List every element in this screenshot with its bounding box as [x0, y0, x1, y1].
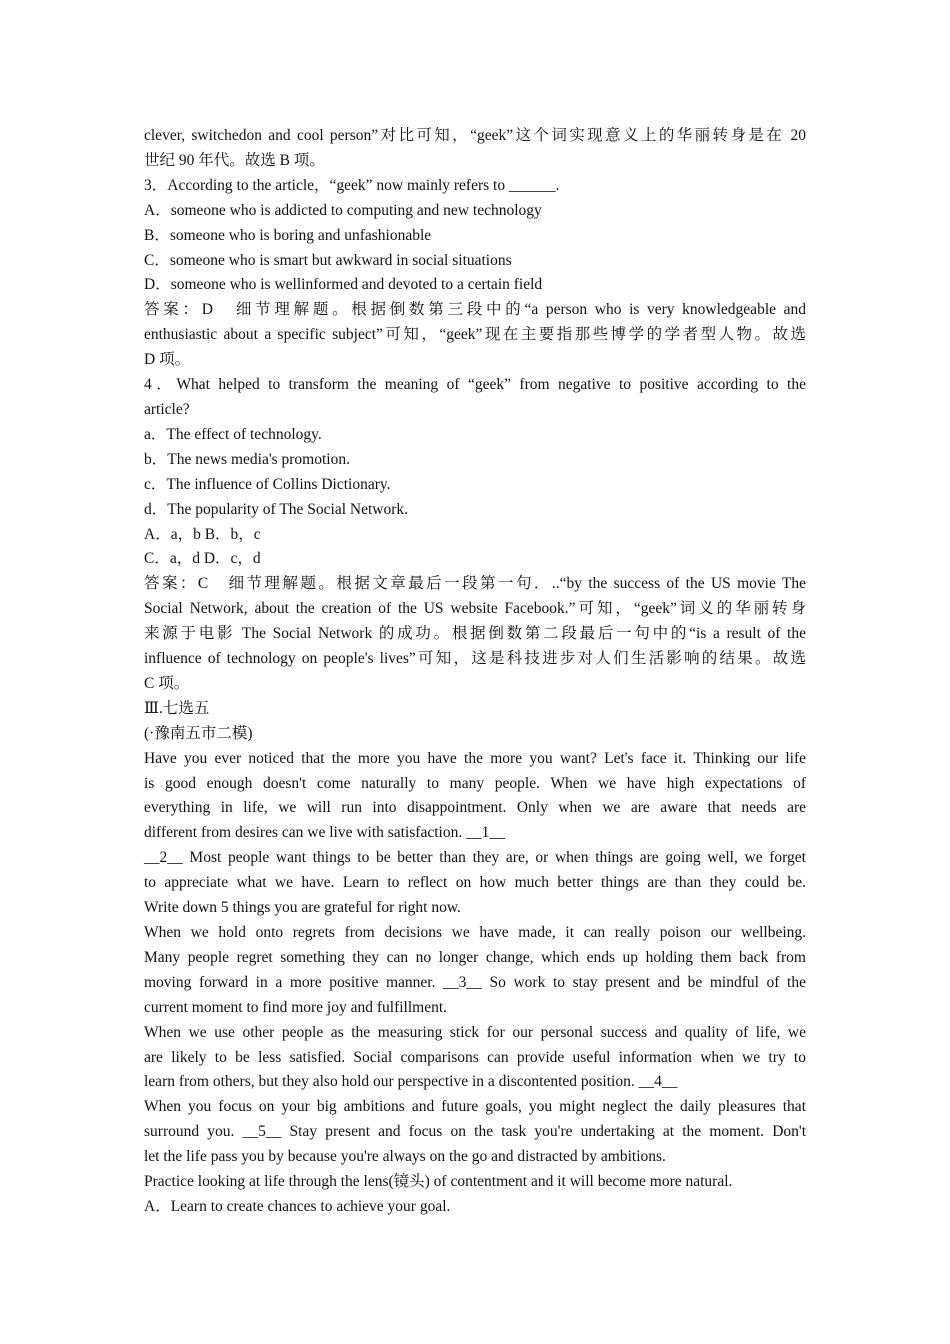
text-line: 来源于电影 The Social Network 的成功。根据倒数第二段最后一句中的“is a result of the	[144, 625, 806, 643]
text-line: to appreciate what we have. Learn to reflect on how much better things are than they could be.	[144, 874, 806, 892]
text-line: b．The news media's promotion.	[144, 450, 350, 468]
text-line: moving forward in a more positive manner. __3__ So work to stay present and be mindful of the	[144, 973, 806, 991]
text-line: let the life pass you by because you're always on the go and distracted by ambitions.	[144, 1148, 666, 1166]
text-line: A．a，b B．b，c	[144, 525, 261, 543]
text-line: surround you. __5__ Stay present and focus on the task you're undertaking at the moment. Don't	[144, 1123, 806, 1141]
text-line: A．Learn to create chances to achieve your goal.	[144, 1197, 451, 1215]
text-line: 答案：C 细节理解题。根据文章最后一段第一句．..“by the success of the US movie The	[144, 575, 806, 593]
text-line: D 项。	[144, 351, 191, 369]
text-line: When we use other people as the measuring stick for our personal success and quality of life, we	[144, 1023, 806, 1041]
text-line: is good enough doesn't come naturally to many people. When we have high expectations of	[144, 774, 806, 792]
text-line: Write down 5 things you are grateful for right now.	[144, 899, 461, 917]
text-line: When we hold onto regrets from decisions we have made, it can really poison our wellbeing.	[144, 924, 806, 941]
text-line: D．someone who is wellinformed and devoted to a certain field	[144, 276, 543, 294]
text-line: Social Network, about the creation of the US website Facebook.”可知，“geek”词义的华丽转身	[144, 600, 806, 618]
text-line: clever, switchedon and cool person”对比可知，“geek”这个词实现意义上的华丽转身是在 20	[144, 127, 806, 144]
text-line: (·豫南五市二模)	[144, 724, 253, 742]
text-line: c．The influence of Collins Dictionary.	[144, 475, 391, 493]
text-line: d．The popularity of The Social Network.	[144, 500, 409, 518]
text-line: 4．What helped to transform the meaning of “geek” from negative to positive according to the	[144, 376, 806, 394]
document-page	[144, 124, 806, 1220]
text-line: different from desires can we live with satisfaction. __1__	[144, 824, 505, 842]
text-line: C．someone who is smart but awkward in social situations	[144, 251, 512, 269]
text-line: Have you ever noticed that the more you have the more you want? Let's face it. Thinking our life	[144, 749, 806, 767]
text-line: C．a，d D．c，d	[144, 550, 261, 568]
text-line: a．The effect of technology.	[144, 425, 322, 443]
text-line: are likely to be less satisfied. Social comparisons can provide useful information when we try to	[144, 1048, 806, 1066]
text-line: Many people regret something they can no longer change, which ends up holding them back from	[144, 948, 806, 966]
text-line: learn from others, but they also hold our perspective in a discontented position. __4__	[144, 1073, 678, 1091]
text-line: article?	[144, 400, 190, 418]
text-line: everything in life, we will run into disappointment. Only when we are aware that needs are	[144, 799, 806, 817]
text-line: 世纪 90 年代。故选 B 项。	[144, 151, 325, 169]
text-line: B．someone who is boring and unfashionable	[144, 226, 432, 244]
text-line: A．someone who is addicted to computing and new technology	[144, 201, 542, 219]
text-line: __2__ Most people want things to be better than they are, or when things are going well, we forget	[144, 849, 806, 867]
text-line: enthusiastic about a specific subject”可知，“geek”现在主要指那些博学的学者型人物。故选	[144, 326, 806, 344]
text-line: C 项。	[144, 674, 190, 692]
text-line: current moment to find more joy and fulfillment.	[144, 998, 448, 1016]
text-line: 答案：D 细节理解题。根据倒数第三段中的“a person who is very knowledgeable and	[144, 301, 806, 319]
text-line: When you focus on your big ambitions and future goals, you might neglect the daily pleasures that	[144, 1098, 806, 1116]
text-line: Practice looking at life through the lens(镜头) of contentment and it will become more natural.	[144, 1173, 733, 1191]
text-line: 3．According to the article，“geek” now mainly refers to ______.	[144, 176, 560, 194]
text-line: Ⅲ.七选五	[144, 699, 210, 717]
text-line: influence of technology on people's lives”可知，这是科技进步对人们生活影响的结果。故选	[144, 650, 806, 668]
